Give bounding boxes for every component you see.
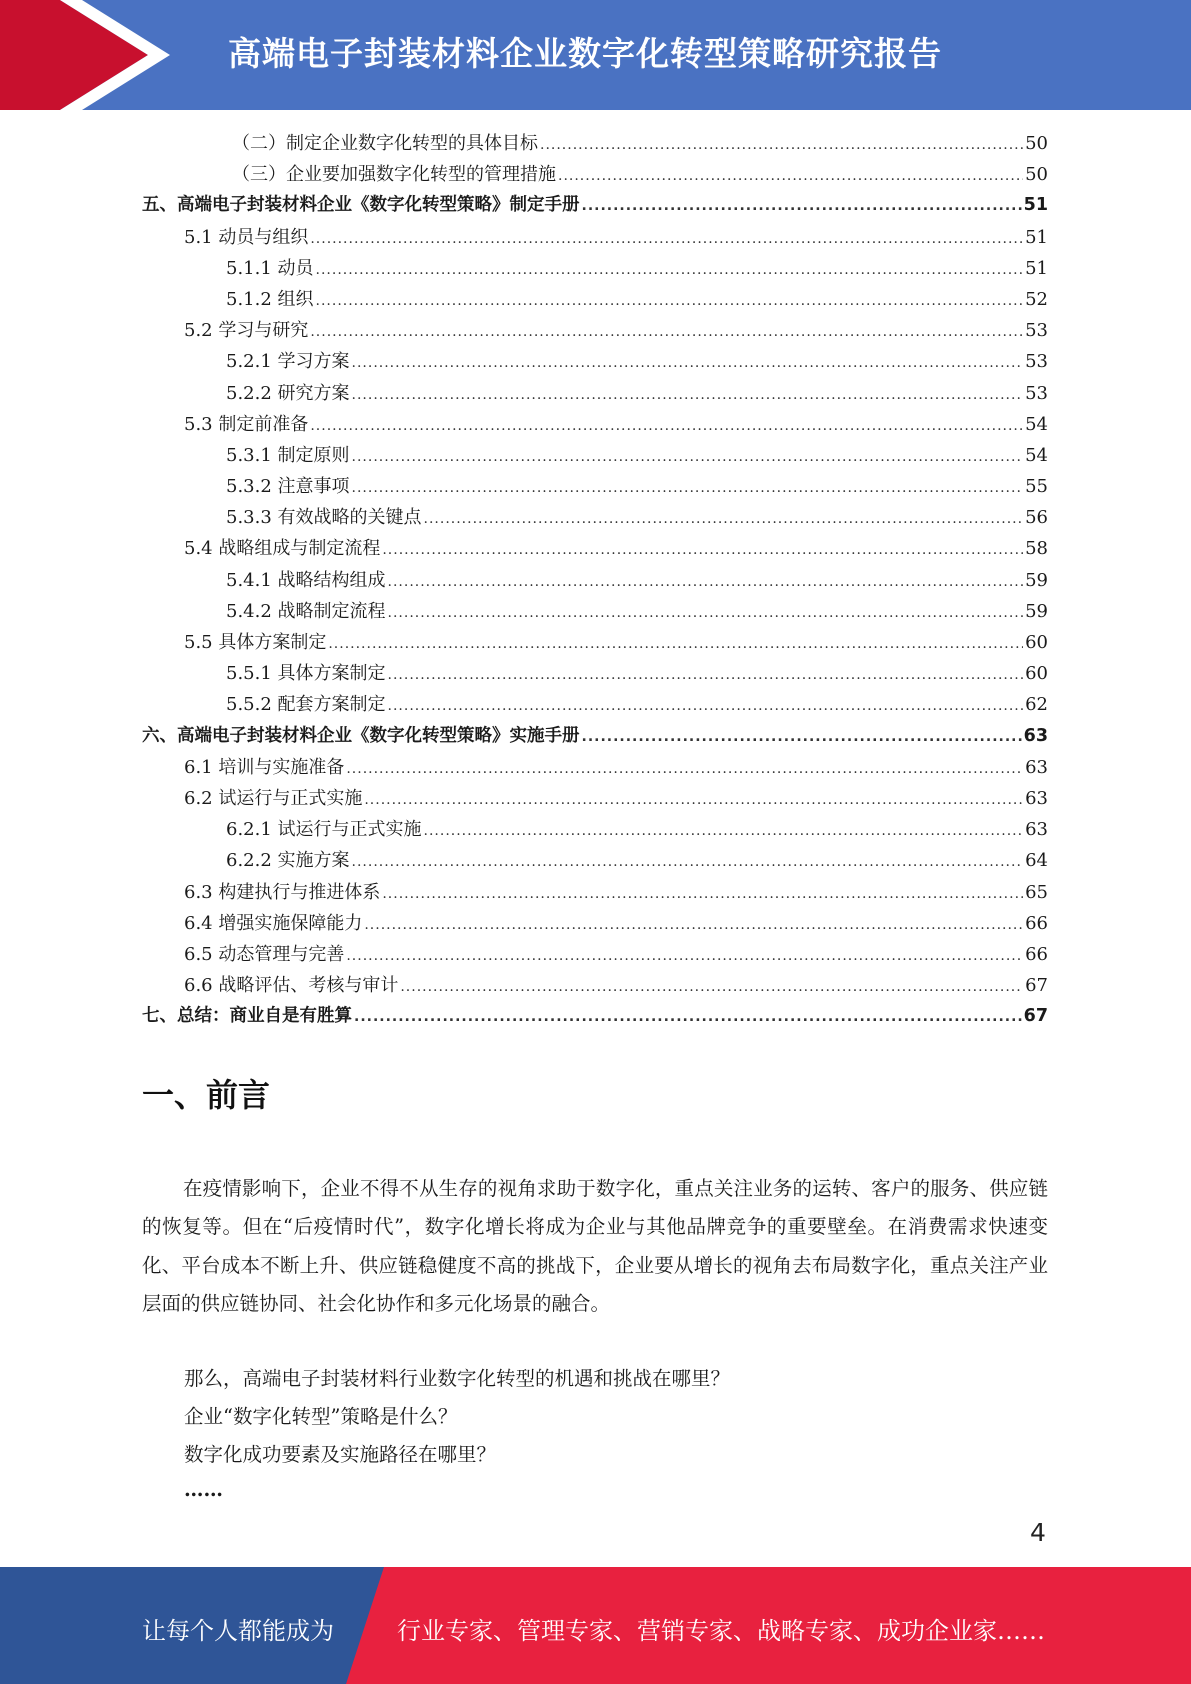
toc-dot-leader <box>424 504 1024 535</box>
toc-entry-page: 54 <box>1025 413 1048 435</box>
toc-entry-page: 63 <box>1025 819 1048 841</box>
toc-entry-label: 5.4.1 战略结构组成 <box>226 569 386 591</box>
toc-entry-label: 5.2.1 学习方案 <box>226 351 350 373</box>
toc-entry-label: （三）企业要加强数字化转型的管理措施 <box>232 164 556 186</box>
toc-entry[interactable] <box>142 970 1048 1001</box>
toc-entry-page: 59 <box>1025 569 1048 591</box>
toc-entry[interactable] <box>142 190 1048 221</box>
section-heading: 一、前言 <box>142 1076 271 1114</box>
toc-entry-label: 5.3.3 有效战略的关键点 <box>226 507 422 529</box>
toc-entry-label: 五、高端电子封装材料企业《数字化转型策略》制定手册 <box>142 195 580 216</box>
question-item: 数字化成功要素及实施路径在哪里？ <box>184 1443 497 1466</box>
toc-entry[interactable] <box>142 689 1048 720</box>
toc-entry[interactable] <box>142 1001 1048 1032</box>
toc-dot-leader <box>540 130 1023 161</box>
toc-entry-label: 6.1 培训与实施准备 <box>184 756 345 778</box>
toc-dot-leader <box>382 535 1023 566</box>
toc-dot-leader <box>582 722 1022 753</box>
toc-entry-page: 63 <box>1023 725 1048 746</box>
toc-entry-label: 6.4 增强实施保障能力 <box>184 912 363 934</box>
toc-entry[interactable] <box>142 908 1048 939</box>
toc-entry-label: 5.3.2 注意事项 <box>226 476 350 498</box>
toc-entry-label: 5.2.2 研究方案 <box>226 382 350 404</box>
toc-dot-leader <box>354 1002 1022 1033</box>
toc-entry-page: 67 <box>1025 975 1048 997</box>
toc-entry-page: 55 <box>1025 476 1048 498</box>
footer-slogan-left: 让每个人都能成为 <box>142 1617 334 1645</box>
toc-dot-leader <box>388 660 1024 691</box>
toc-entry-label: 5.1.1 动员 <box>226 257 314 279</box>
toc-dot-leader <box>388 691 1024 722</box>
toc-entry[interactable] <box>142 845 1048 876</box>
toc-entry-page: 56 <box>1025 507 1048 529</box>
toc-dot-leader <box>582 191 1022 222</box>
toc-dot-leader <box>558 161 1023 192</box>
toc-entry-label: 5.2 学习与研究 <box>184 320 309 342</box>
toc-entry-label: 6.6 战略评估、考核与审计 <box>184 975 399 997</box>
toc-dot-leader <box>352 473 1024 504</box>
toc-dot-leader <box>400 972 1023 1003</box>
toc-entry-label: 七、总结：商业自是有胜算 <box>142 1006 352 1027</box>
toc-entry-label: 5.5 具体方案制定 <box>184 632 327 653</box>
toc-entry-page: 53 <box>1025 382 1048 404</box>
toc-entry-page: 50 <box>1025 133 1048 154</box>
toc-dot-leader <box>310 224 1023 255</box>
toc-entry[interactable] <box>142 565 1048 596</box>
toc-dot-leader <box>388 567 1024 598</box>
toc-dot-leader <box>382 879 1023 910</box>
question-item: 那么，高端电子封装材料行业数字化转型的机遇和挑战在哪里？ <box>184 1367 731 1390</box>
toc-entry[interactable] <box>142 440 1048 471</box>
toc-entry-page: 66 <box>1025 943 1048 965</box>
toc-dot-leader <box>388 598 1024 629</box>
toc-entry[interactable] <box>142 814 1048 845</box>
toc-entry-label: 5.4.2 战略制定流程 <box>226 600 386 622</box>
toc-entry-page: 51 <box>1023 195 1048 216</box>
toc-entry[interactable] <box>142 378 1048 409</box>
toc-dot-leader <box>328 629 1023 660</box>
toc-dot-leader <box>364 785 1023 816</box>
toc-entry[interactable] <box>142 346 1048 377</box>
toc-entry[interactable] <box>142 783 1048 814</box>
toc-dot-leader <box>346 941 1023 972</box>
toc-entry-label: 6.5 动态管理与完善 <box>184 943 345 965</box>
table-of-contents <box>142 128 1048 1032</box>
toc-entry[interactable] <box>142 409 1048 440</box>
toc-entry[interactable] <box>142 721 1048 752</box>
toc-entry[interactable] <box>142 471 1048 502</box>
toc-entry-page: 67 <box>1023 1006 1048 1027</box>
toc-entry-page: 58 <box>1025 538 1048 560</box>
toc-entry-label: 5.1.2 组织 <box>226 288 314 310</box>
toc-entry-label: 6.2.2 实施方案 <box>226 850 350 872</box>
toc-entry-page: 50 <box>1025 164 1048 186</box>
toc-entry-page: 64 <box>1025 850 1048 872</box>
toc-dot-leader <box>310 317 1023 348</box>
toc-entry-page: 51 <box>1025 226 1048 248</box>
toc-dot-leader <box>364 910 1023 941</box>
toc-dot-leader <box>310 411 1023 442</box>
toc-entry-page: 54 <box>1025 444 1048 466</box>
toc-dot-leader <box>352 442 1024 473</box>
toc-entry-page: 59 <box>1025 600 1048 622</box>
toc-dot-leader <box>352 348 1024 379</box>
toc-entry-page: 51 <box>1025 257 1048 279</box>
toc-dot-leader <box>316 255 1024 286</box>
toc-dot-leader <box>424 816 1024 847</box>
toc-entry-label: 5.3.1 制定原则 <box>226 444 350 466</box>
toc-entry-page: 63 <box>1025 787 1048 809</box>
toc-entry[interactable] <box>142 533 1048 564</box>
toc-entry-page: 65 <box>1025 881 1048 903</box>
toc-entry-page: 66 <box>1025 912 1048 934</box>
toc-entry[interactable] <box>142 658 1048 689</box>
toc-entry[interactable] <box>142 752 1048 783</box>
toc-entry-label: 5.5.2 配套方案制定 <box>226 694 386 716</box>
header-red-arrow <box>0 0 148 110</box>
toc-entry[interactable] <box>142 222 1048 253</box>
intro-paragraph: 在疫情影响下，企业不得不从生存的视角求助于数字化，重点关注业务的运转、客户的服务、供应链的恢复等。但在“后疫情时代”，数字化增长将成为企业与其他品牌竞争的重要壁垒。在消费需求快速变化、平台成本不断上升、供应链稳健度不高的挑战下，企业要从增长的视角去布局数字化，重点关注产业层面的供应链协同、社会化协作和多元化场景的融合。 <box>142 1177 1048 1316</box>
page-header <box>0 0 1191 110</box>
page-number: 4 <box>1030 1518 1046 1547</box>
toc-entry[interactable] <box>142 253 1048 284</box>
toc-dot-leader <box>352 380 1024 411</box>
toc-entry-page: 60 <box>1025 663 1048 685</box>
toc-dot-leader <box>352 847 1024 878</box>
toc-entry-page: 62 <box>1025 694 1048 716</box>
page-footer <box>0 1567 1191 1684</box>
toc-entry[interactable] <box>142 877 1048 908</box>
toc-entry-page: 53 <box>1025 351 1048 373</box>
question-ellipsis: …… <box>184 1478 223 1501</box>
toc-entry[interactable] <box>142 627 1048 658</box>
toc-entry-label: 6.2 试运行与正式实施 <box>184 787 363 809</box>
toc-entry[interactable] <box>142 159 1048 190</box>
toc-entry-page: 53 <box>1025 320 1048 342</box>
footer-slogan-right: 行业专家、管理专家、营销专家、战略专家、成功企业家…… <box>397 1617 1045 1645</box>
toc-entry[interactable] <box>142 128 1048 159</box>
toc-entry-label: 5.5.1 具体方案制定 <box>226 663 386 685</box>
question-item: 企业“数字化转型”策略是什么？ <box>184 1405 458 1428</box>
toc-entry-label: 5.1 动员与组织 <box>184 226 309 248</box>
report-title: 高端电子封装材料企业数字化转型策略研究报告 <box>228 34 942 73</box>
toc-entry-label: 6.2.1 试运行与正式实施 <box>226 819 422 841</box>
toc-entry-page: 63 <box>1025 756 1048 778</box>
toc-entry-label: 5.4 战略组成与制定流程 <box>184 538 381 560</box>
toc-dot-leader <box>316 286 1024 317</box>
question-list <box>184 1360 1044 1506</box>
toc-dot-leader <box>346 754 1023 785</box>
toc-entry[interactable] <box>142 939 1048 970</box>
toc-entry[interactable] <box>142 596 1048 627</box>
toc-entry-page: 52 <box>1025 288 1048 310</box>
toc-entry-page: 60 <box>1025 632 1048 653</box>
toc-entry[interactable] <box>142 502 1048 533</box>
toc-entry-label: （二）制定企业数字化转型的具体目标 <box>232 133 538 154</box>
toc-entry[interactable] <box>142 315 1048 346</box>
toc-entry[interactable] <box>142 284 1048 315</box>
toc-entry-label: 5.3 制定前准备 <box>184 413 309 435</box>
toc-entry-label: 六、高端电子封装材料企业《数字化转型策略》实施手册 <box>142 725 580 746</box>
toc-entry-label: 6.3 构建执行与推进体系 <box>184 881 381 903</box>
